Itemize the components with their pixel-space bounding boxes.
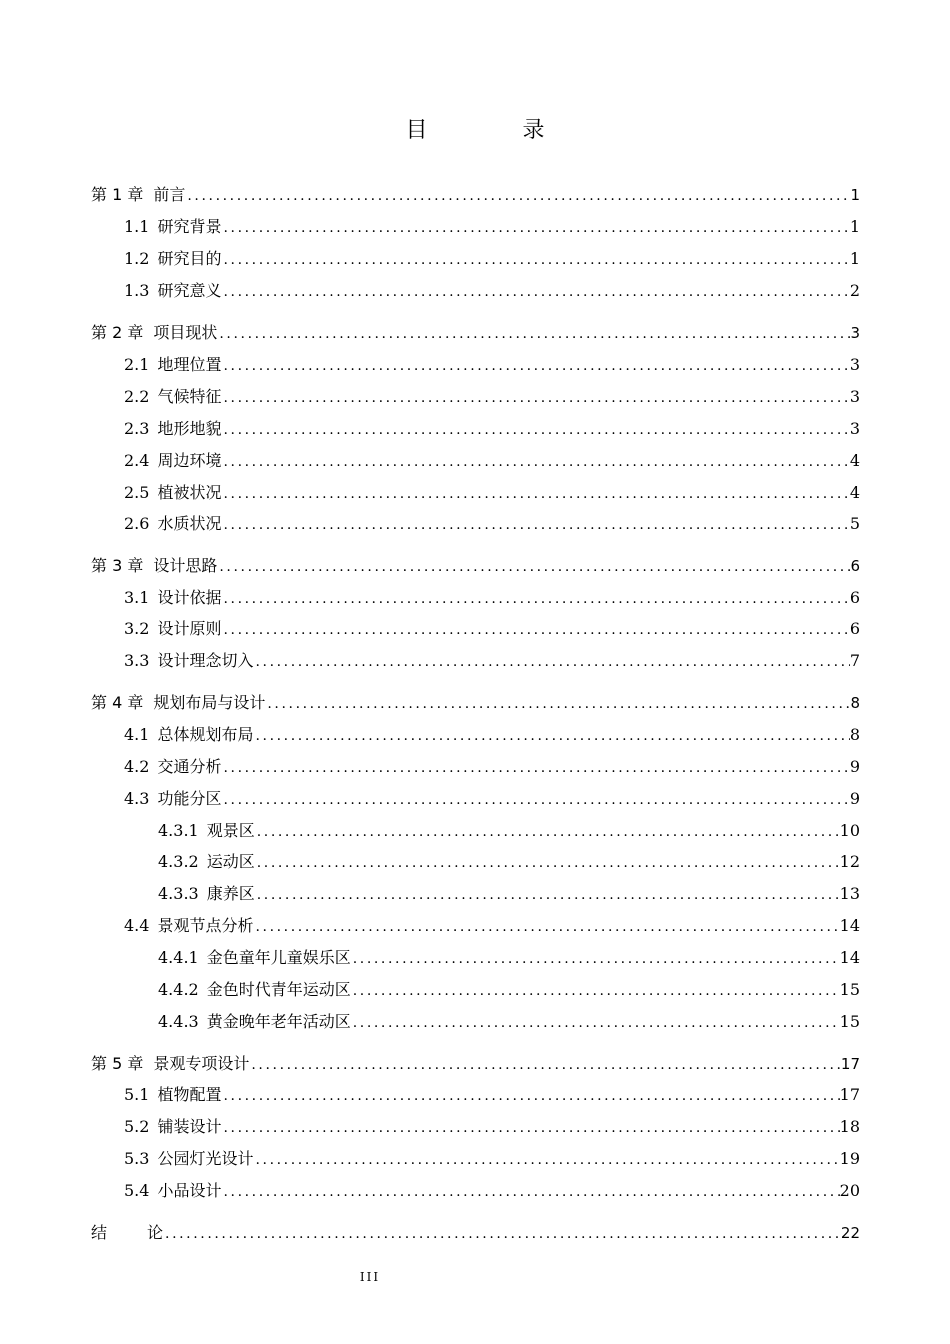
toc-entry-page: 1 — [850, 186, 860, 204]
toc-leader-dots — [221, 281, 849, 303]
toc-section-entry[interactable] — [124, 482, 860, 504]
toc-entry-page: 4 — [849, 451, 860, 470]
toc-entry-title: 黄金晚年老年活动区 — [206, 1012, 351, 1031]
toc-entry-number: 1.1 — [124, 217, 150, 236]
toc-entry-label — [91, 184, 185, 206]
toc-leader-dots — [253, 1149, 839, 1171]
toc-entry-label — [124, 1084, 221, 1106]
toc-entry-label — [91, 1053, 249, 1075]
toc-section-entry[interactable] — [124, 450, 860, 472]
toc-section-entry[interactable] — [158, 883, 860, 905]
toc-entry-page: 5 — [849, 514, 860, 533]
toc-entry-label — [91, 322, 217, 344]
toc-entry-label — [158, 1011, 351, 1033]
toc-entry-title: 设计依据 — [157, 588, 222, 607]
toc-section-entry[interactable] — [124, 1180, 860, 1202]
toc-section-entry[interactable] — [124, 418, 860, 440]
toc-entry-number: 4.4.3 — [158, 1012, 199, 1031]
toc-section-entry[interactable] — [158, 820, 860, 842]
toc-chapter-entry[interactable] — [91, 184, 860, 206]
toc-entry-label — [124, 618, 221, 640]
toc-entry-title: 康养区 — [206, 884, 255, 903]
toc-entry-label — [91, 692, 265, 714]
toc-entry-label — [124, 650, 253, 672]
toc-entry-label — [158, 883, 255, 905]
toc-entry-page: 8 — [850, 694, 860, 712]
toc-entry-number: 4.3.3 — [158, 884, 199, 903]
toc-section-entry[interactable] — [124, 650, 860, 672]
toc-leader-dots — [221, 451, 849, 473]
toc-section-entry[interactable] — [124, 788, 860, 810]
toc-section-entry[interactable] — [124, 513, 860, 535]
toc-leader-dots — [221, 514, 849, 536]
toc-entry-number: 1.3 — [124, 281, 150, 300]
toc-entry-label — [124, 513, 221, 535]
toc-entry-number: 4.4 — [124, 916, 150, 935]
toc-entry-label — [158, 851, 255, 873]
toc-section-entry[interactable] — [158, 979, 860, 1001]
toc-entry-title: 功能分区 — [157, 789, 222, 808]
toc-leader-dots — [351, 948, 840, 970]
toc-entry-number: 5.1 — [124, 1085, 150, 1104]
toc-entry-number: 3.2 — [124, 619, 150, 638]
toc-leader-dots — [217, 323, 850, 345]
toc-entry-number: 4.1 — [124, 725, 150, 744]
toc-entry-title: 前言 — [153, 185, 186, 204]
toc-leader-dots — [221, 1085, 839, 1107]
toc-entry-page: 12 — [839, 852, 860, 871]
toc-entry-page: 14 — [839, 916, 860, 935]
toc-section-entry[interactable] — [124, 756, 860, 778]
toc-entry-label — [124, 482, 221, 504]
toc-leader-dots — [163, 1223, 841, 1245]
toc-entry-page: 9 — [849, 789, 860, 808]
toc-entry-title: 水质状况 — [157, 514, 222, 533]
toc-entry-number: 4.3 — [124, 789, 150, 808]
toc-entry-number: 2.6 — [124, 514, 150, 533]
toc-section-entry[interactable] — [124, 724, 860, 746]
toc-entry-number: 4.4.1 — [158, 948, 199, 967]
toc-entry-title: 景观节点分析 — [157, 916, 254, 935]
toc-entry-label — [124, 418, 221, 440]
toc-section-entry[interactable] — [124, 618, 860, 640]
toc-leader-dots — [253, 651, 849, 673]
toc-entry-number: 第 1 章 — [91, 185, 144, 204]
toc-entry-label — [158, 979, 351, 1001]
toc-chapter-entry[interactable] — [91, 692, 860, 714]
toc-leader-dots — [255, 884, 840, 906]
toc-entry-title: 气候特征 — [157, 387, 222, 406]
toc-leader-dots — [351, 1012, 840, 1034]
toc-leader-dots — [221, 757, 849, 779]
toc-leader-dots — [221, 249, 849, 271]
toc-entry-label — [124, 756, 221, 778]
toc-leader-dots — [221, 355, 849, 377]
toc-entry-label — [124, 724, 253, 746]
toc-leader-dots — [221, 789, 849, 811]
toc-entry-title: 设计理念切入 — [157, 651, 254, 670]
toc-entry-number: 4.2 — [124, 757, 150, 776]
toc-section-entry[interactable] — [124, 386, 860, 408]
toc-leader-dots — [249, 1054, 841, 1076]
toc-section-entry[interactable] — [124, 587, 860, 609]
toc-title: 目 录 — [405, 118, 589, 143]
toc-entry-number: 3.1 — [124, 588, 150, 607]
toc-entry-page: 7 — [849, 651, 860, 670]
toc-leader-dots — [351, 980, 840, 1002]
toc-entry-page: 6 — [849, 588, 860, 607]
toc-entry-page: 17 — [840, 1055, 860, 1073]
toc-entry-title: 规划布局与设计 — [153, 693, 266, 712]
toc-entry-title: 观景区 — [206, 821, 255, 840]
toc-entry-title: 金色童年儿童娱乐区 — [206, 948, 351, 967]
toc-entry-page: 13 — [839, 884, 860, 903]
page-number-footer: III — [359, 1270, 381, 1284]
toc-section-entry[interactable] — [124, 1148, 860, 1170]
toc-entry-title: 交通分析 — [157, 757, 222, 776]
toc-entry-number: 2.4 — [124, 451, 150, 470]
toc-section-entry[interactable] — [124, 1084, 860, 1106]
toc-section-entry[interactable] — [124, 1116, 860, 1138]
toc-entry-title: 设计思路 — [153, 556, 218, 575]
toc-entry-number: 2.1 — [124, 355, 150, 374]
toc-leader-dots — [255, 852, 840, 874]
toc-entry-number: 1.2 — [124, 249, 150, 268]
toc-entry-page: 6 — [849, 619, 860, 638]
toc-entry-number: 4.3.1 — [158, 821, 199, 840]
toc-entry-number: 2.2 — [124, 387, 150, 406]
toc-leader-dots — [221, 619, 849, 641]
toc-entry-title: 小品设计 — [157, 1181, 222, 1200]
toc-section-entry[interactable] — [124, 354, 860, 376]
toc-entry-title: 植被状况 — [157, 483, 222, 502]
toc-entry-page: 6 — [850, 557, 860, 575]
toc-chapter-entry[interactable] — [91, 1053, 860, 1075]
toc-section-entry[interactable] — [158, 851, 860, 873]
toc-leader-dots — [265, 693, 850, 715]
toc-entry-page: 20 — [839, 1181, 860, 1200]
toc-leader-dots — [217, 556, 850, 578]
toc-chapter-entry[interactable] — [91, 322, 860, 344]
toc-entry-label — [124, 248, 221, 270]
toc-entry-label — [124, 354, 221, 376]
toc-entry-title: 论 — [147, 1223, 164, 1242]
toc-entry-label — [124, 587, 221, 609]
toc-entry-page: 9 — [849, 757, 860, 776]
toc-section-entry[interactable] — [158, 1011, 860, 1033]
toc-entry-label — [124, 216, 221, 238]
toc-entry-page: 17 — [839, 1085, 860, 1104]
toc-entry-page: 1 — [849, 249, 860, 268]
toc-entry-page: 1 — [849, 217, 860, 236]
toc-entry-label — [124, 450, 221, 472]
toc-entry-page: 15 — [839, 1012, 860, 1031]
toc-entry-number: 2.3 — [124, 419, 150, 438]
toc-entry-page: 15 — [839, 980, 860, 999]
toc-entry-title: 铺装设计 — [157, 1117, 222, 1136]
toc-entry-page: 3 — [849, 387, 860, 406]
toc-entry-title: 周边环境 — [157, 451, 222, 470]
toc-section-entry[interactable] — [124, 915, 860, 937]
toc-entry-number: 5.2 — [124, 1117, 150, 1136]
toc-section-entry[interactable] — [158, 947, 860, 969]
toc-leader-dots — [255, 821, 840, 843]
toc-entry-page: 3 — [849, 419, 860, 438]
toc-entry-page: 22 — [840, 1224, 860, 1242]
toc-entry-page: 3 — [850, 324, 860, 342]
toc-entry-title: 金色时代青年运动区 — [206, 980, 351, 999]
toc-entry-number: 2.5 — [124, 483, 150, 502]
toc-entry-title: 地形地貌 — [157, 419, 222, 438]
toc-entry-page: 2 — [849, 281, 860, 300]
toc-section-entry[interactable] — [124, 216, 860, 238]
toc-entry-title: 地理位置 — [157, 355, 222, 374]
toc-entry-title: 运动区 — [206, 852, 255, 871]
toc-section-entry[interactable] — [124, 248, 860, 270]
toc-entry-title: 项目现状 — [153, 323, 218, 342]
toc-entry-label — [124, 1116, 221, 1138]
toc-leader-dots — [185, 185, 850, 207]
toc-entry-page: 10 — [839, 821, 860, 840]
toc-entry-title: 景观专项设计 — [153, 1054, 250, 1073]
toc-entry-page: 18 — [839, 1117, 860, 1136]
toc-leader-dots — [221, 1181, 839, 1203]
toc-leader-dots — [221, 588, 849, 610]
toc-entry-label — [124, 280, 221, 302]
toc-entry-title: 总体规划布局 — [157, 725, 254, 744]
toc-entry-number: 结 — [91, 1223, 108, 1242]
toc-entry-label — [124, 788, 221, 810]
toc-leader-dots — [221, 217, 849, 239]
toc-leader-dots — [253, 725, 849, 747]
toc-entry-number: 第 5 章 — [91, 1054, 144, 1073]
toc-entry-title: 公园灯光设计 — [157, 1149, 254, 1168]
toc-leader-dots — [253, 916, 839, 938]
toc-entry-page: 4 — [849, 483, 860, 502]
toc-chapter-entry[interactable] — [91, 555, 860, 577]
toc-entry-label — [124, 1180, 221, 1202]
toc-leader-dots — [221, 483, 849, 505]
toc-entry-label — [158, 947, 351, 969]
toc-entry-title: 研究目的 — [157, 249, 222, 268]
toc-entry-label — [124, 1148, 253, 1170]
toc-entry-number: 第 3 章 — [91, 556, 144, 575]
toc-leader-dots — [221, 1117, 839, 1139]
toc-entry-number: 4.3.2 — [158, 852, 199, 871]
toc-entry-page: 8 — [849, 725, 860, 744]
toc-entry-label — [91, 555, 217, 577]
toc-entry-title: 研究意义 — [157, 281, 222, 300]
toc-chapter-entry[interactable] — [91, 1222, 860, 1244]
toc-entry-page: 3 — [849, 355, 860, 374]
toc-entry-number: 4.4.2 — [158, 980, 199, 999]
toc-section-entry[interactable] — [124, 280, 860, 302]
toc-entry-number: 第 2 章 — [91, 323, 144, 342]
toc-entry-label — [91, 1222, 163, 1244]
toc-entry-label — [124, 915, 253, 937]
toc-entry-number: 5.3 — [124, 1149, 150, 1168]
toc-entry-page: 19 — [839, 1149, 860, 1168]
toc-entry-title: 研究背景 — [157, 217, 222, 236]
toc-entry-number: 5.4 — [124, 1181, 150, 1200]
toc-entry-number: 第 4 章 — [91, 693, 144, 712]
toc-leader-dots — [221, 419, 849, 441]
toc-entry-page: 14 — [839, 948, 860, 967]
toc-entry-label — [158, 820, 255, 842]
toc-entry-title: 植物配置 — [157, 1085, 222, 1104]
toc-entry-number: 3.3 — [124, 651, 150, 670]
toc-entry-label — [124, 386, 221, 408]
toc-entry-title: 设计原则 — [157, 619, 222, 638]
toc-leader-dots — [221, 387, 849, 409]
